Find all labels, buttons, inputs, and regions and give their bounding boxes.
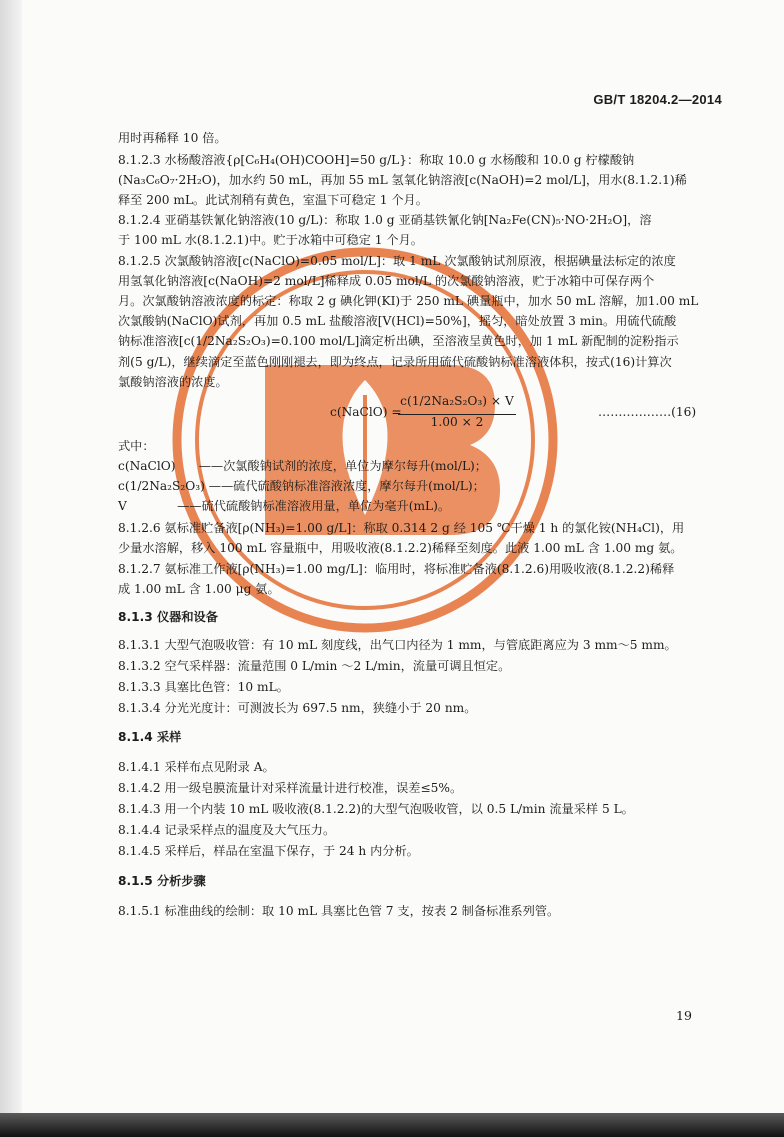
text-line: 8.1.4.1 采样布点见附录 A。: [118, 760, 275, 774]
text-line: 氯酸钠溶液的浓度。: [118, 375, 228, 389]
text-line: 8.1.2.7 氨标准工作液[ρ(NH₃)=1.00 mg/L]：临用时，将标准贮备液(8.1.2.6)用吸收液(8.1.2.2)稀释: [118, 562, 675, 576]
text-line: 8.1.2.5 次氯酸钠溶液[c(NaClO)=0.05 mol/L]：取 1 mL 次氯酸钠试剂原液，根据碘量法标定的浓度: [118, 254, 676, 268]
variable-def: c(NaClO) ——次氯酸钠试剂的浓度，单位为摩尔每升(mol/L)；: [118, 459, 487, 473]
text-line: 成 1.00 mL 含 1.00 μg 氨。: [118, 582, 280, 596]
section-heading-8-1-4: 8.1.4 采样: [118, 730, 182, 744]
text-line: 释至 200 mL。此试剂稍有黄色，室温下可稳定 1 个月。: [118, 193, 428, 207]
formula-number: ………………(16): [598, 405, 697, 419]
variable-def: V ——硫代硫酸钠标准溶液用量，单位为毫升(mL)。: [118, 499, 451, 513]
scan-bottom-edge: [0, 1113, 784, 1137]
formula-denominator: 1.00 × 2: [430, 415, 484, 429]
standard-number: GB/T 18204.2—2014: [593, 92, 722, 107]
text-line: 次氯酸钠(NaClO)试剂，再加 0.5 mL 盐酸溶液[V(HCl)=50%]，摇匀，暗处放置 3 min。用硫代硫酸: [118, 314, 677, 328]
text-line: 于 100 mL 水(8.1.2.1)中。贮于冰箱中可稳定 1 个月。: [118, 233, 423, 247]
section-heading-8-1-3: 8.1.3 仪器和设备: [118, 610, 218, 624]
text-line: 8.1.3.4 分光光度计：可测波长为 697.5 nm，狭缝小于 20 nm。: [118, 701, 477, 715]
formula-16: [330, 394, 720, 434]
text-line: (Na₃C₆O₇·2H₂O)，加水约 50 mL，再加 55 mL 氢氧化钠溶液[c(NaOH)=2 mol/L]，用水(8.1.2.1)稀: [118, 173, 687, 187]
text-line: 8.1.3.1 大型气泡吸收管：有 10 mL 刻度线，出气口内径为 1 mm，与管底距离应为 3 mm～5 mm。: [118, 638, 677, 652]
text-line: 8.1.2.3 水杨酸溶液{ρ[C₆H₄(OH)COOH]=50 g/L}：称取 10.0 g 水杨酸和 10.0 g 柠檬酸钠: [118, 153, 635, 167]
variable-def: c(1/2Na₂S₂O₃) ——硫代硫酸钠标准溶液浓度，摩尔每升(mol/L)；: [118, 479, 485, 493]
formula-lhs: c(NaClO) =: [330, 405, 402, 419]
text-line: 用氢氧化钠溶液[c(NaOH)=2 mol/L]稀释成 0.05 mol/L 的次氯酸钠溶液，贮于冰箱中可保存两个: [118, 274, 655, 288]
text-line: 8.1.4.2 用一级皂膜流量计对采样流量计进行校准，误差≤5%。: [118, 781, 463, 795]
text-line: 8.1.5.1 标准曲线的绘制：取 10 mL 具塞比色管 7 支，按表 2 制备标准系列管。: [118, 904, 560, 918]
text-line: 8.1.2.6 氨标准贮备液[ρ(NH₃)=1.00 g/L]：称取 0.314 2 g 经 105 ℃干燥 1 h 的氯化铵(NH₄Cl)，用: [118, 521, 685, 535]
text-line: 钠标准溶液[c(1/2Na₂S₂O₃)=0.100 mol/L]滴定析出碘，至溶液呈黄色时，加 1 mL 新配制的淀粉指示: [118, 334, 679, 348]
text-line: 8.1.3.2 空气采样器：流量范围 0 L/min ～2 L/min，流量可调且恒定。: [118, 659, 511, 673]
text-line: 8.1.2.4 亚硝基铁氰化钠溶液(10 g/L)：称取 1.0 g 亚硝基铁氰化钠[Na₂Fe(CN)₅·NO·2H₂O]，溶: [118, 213, 652, 227]
text-line: 月。次氯酸钠溶液浓度的标定：称取 2 g 碘化钾(KI)于 250 mL 碘量瓶中，加水 50 mL 溶解，加1.00 mL: [118, 294, 699, 308]
page-number: 19: [676, 1008, 692, 1023]
section-heading-8-1-5: 8.1.5 分析步骤: [118, 874, 206, 888]
text-line: 式中：: [118, 439, 155, 453]
binding-edge: [0, 0, 22, 1137]
text-line: 8.1.4.5 采样后，样品在室温下保存，于 24 h 内分析。: [118, 844, 419, 858]
text-line: 剂(5 g/L)，继续滴定至蓝色刚刚褪去，即为终点，记录所用硫代硫酸钠标准溶液体积，按式(16)计算次: [118, 355, 672, 369]
text-line: 8.1.3.3 具塞比色管：10 mL。: [118, 680, 289, 694]
text-line: 少量水溶解，移入 100 mL 容量瓶中，用吸收液(8.1.2.2)稀释至刻度。此液 1.00 mL 含 1.00 mg 氨。: [118, 541, 683, 555]
formula-numerator: c(1/2Na₂S₂O₃) × V: [400, 394, 514, 408]
text-line: 8.1.4.4 记录采样点的温度及大气压力。: [118, 823, 336, 837]
text-line: 用时再稀释 10 倍。: [118, 131, 227, 145]
text-line: 8.1.4.3 用一个内装 10 mL 吸收液(8.1.2.2)的大型气泡吸收管，以 0.5 L/min 流量采样 5 L。: [118, 802, 634, 816]
